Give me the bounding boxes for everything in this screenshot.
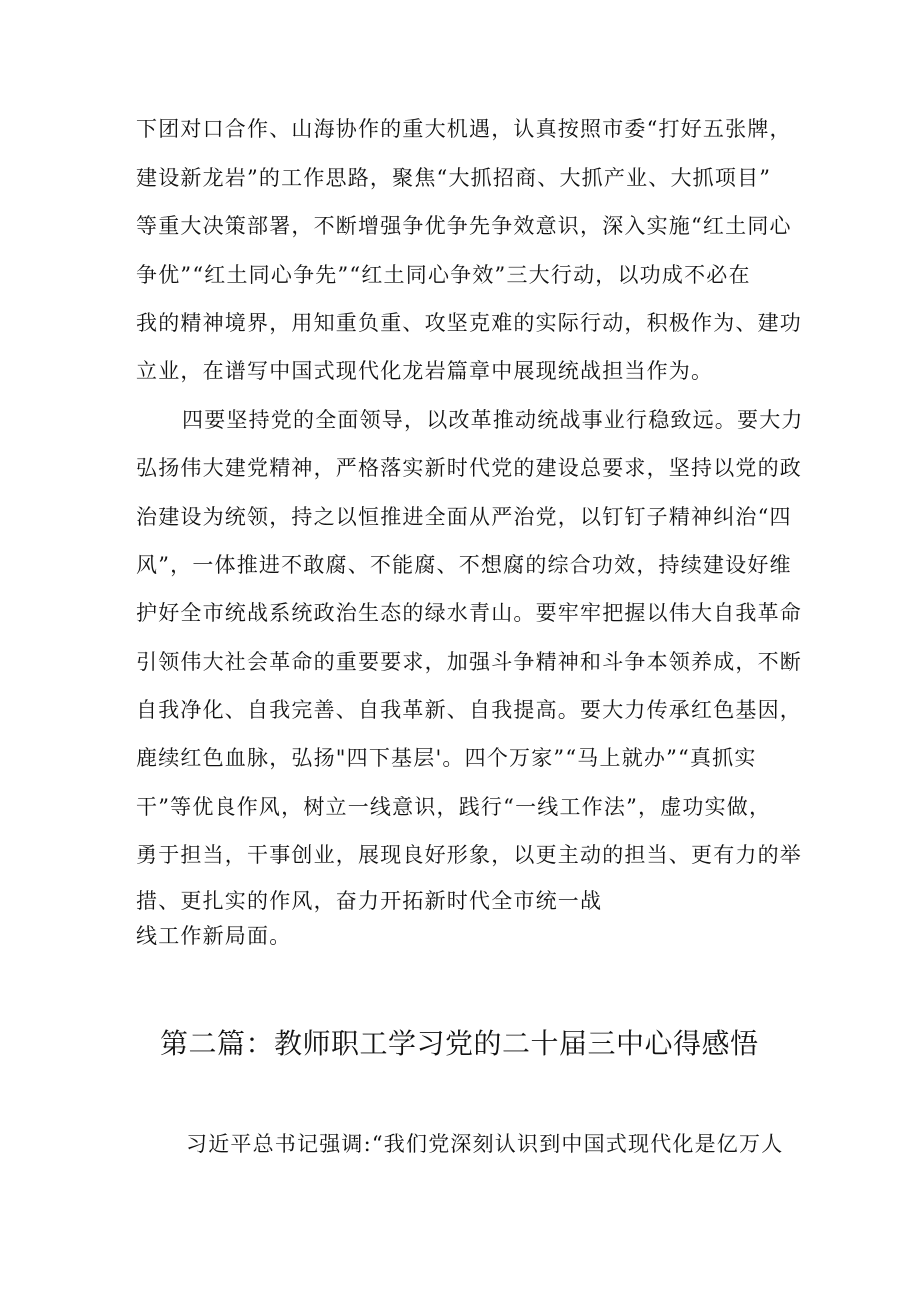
paragraph-2-line-6: 引领伟大社会革命的重要要求，加强斗争精神和斗争本领养成，不断 (136, 650, 802, 674)
paragraph-3-line-1: 习近平总书记强调:“我们党深刻认识到中国式现代化是亿万人 (186, 1132, 784, 1156)
paragraph-1-line-6: 立业，在谱写中国式现代化龙岩篇章中展现统战担当作为。 (136, 359, 714, 383)
paragraph-1-line-2: 建设新龙岩”的工作思路，聚焦“大抓招商、大抓产业、大抓项目” (136, 166, 772, 190)
paragraph-1-line-3: 等重大决策部署，不断增强争优争先争效意识，深入实施“红土同心 (136, 214, 792, 238)
paragraph-2-line-7: 自我净化、自我完善、自我革新、自我提高。要大力传承红色基因， (136, 698, 802, 722)
paragraph-1-line-4: 争优”“红土同心争先”“红土同心争效”三大行动，以功成不必在 (136, 263, 751, 287)
paragraph-2-line-10: 勇于担当，干事创业，展现良好形象，以更主动的担当、更有力的举 (136, 843, 802, 867)
paragraph-2-line-3: 治建设为统领，持之以恒推进全面从严治党，以钉钉子精神纠治“四 (136, 505, 792, 529)
paragraph-1-line-5: 我的精神境界，用知重负重、攻坚克难的实际行动，积极作为、建功 (136, 311, 802, 335)
paragraph-2-line-12: 线工作新局面。 (136, 924, 292, 948)
paragraph-2-line-2: 弘扬伟大建党精神，严格落实新时代党的建设总要求，坚持以党的政 (136, 456, 802, 480)
paragraph-2-line-1: 四要坚持党的全面领导，以改革推动统战事业行稳致远。要大力 (182, 408, 804, 432)
paragraph-1-line-1: 下团对口合作、山海协作的重大机遇，认真按照市委“打好五张牌， (136, 117, 792, 141)
section-heading: 第二篇：教师职工学习党的二十届三中心得感悟 (160, 1027, 759, 1060)
paragraph-2-line-9: 干”等优良作风，树立一线意识，践行“一线工作法”，虚功实做， (136, 795, 772, 819)
paragraph-2-line-5: 护好全市统战系统政治生态的绿水青山。要牢牢把握以伟大自我革命 (136, 601, 802, 625)
paragraph-2-line-4: 风”，一体推进不敢腐、不能腐、不想腐的综合功效，持续建设好维 (136, 553, 792, 577)
paragraph-2-line-11: 措、更扎实的作风，奋力开拓新时代全市统一战 (136, 889, 603, 913)
paragraph-2-line-8: 鹿续红色血脉，弘扬"四下基层'。四个万家”“马上就办”“真抓实 (136, 746, 757, 770)
